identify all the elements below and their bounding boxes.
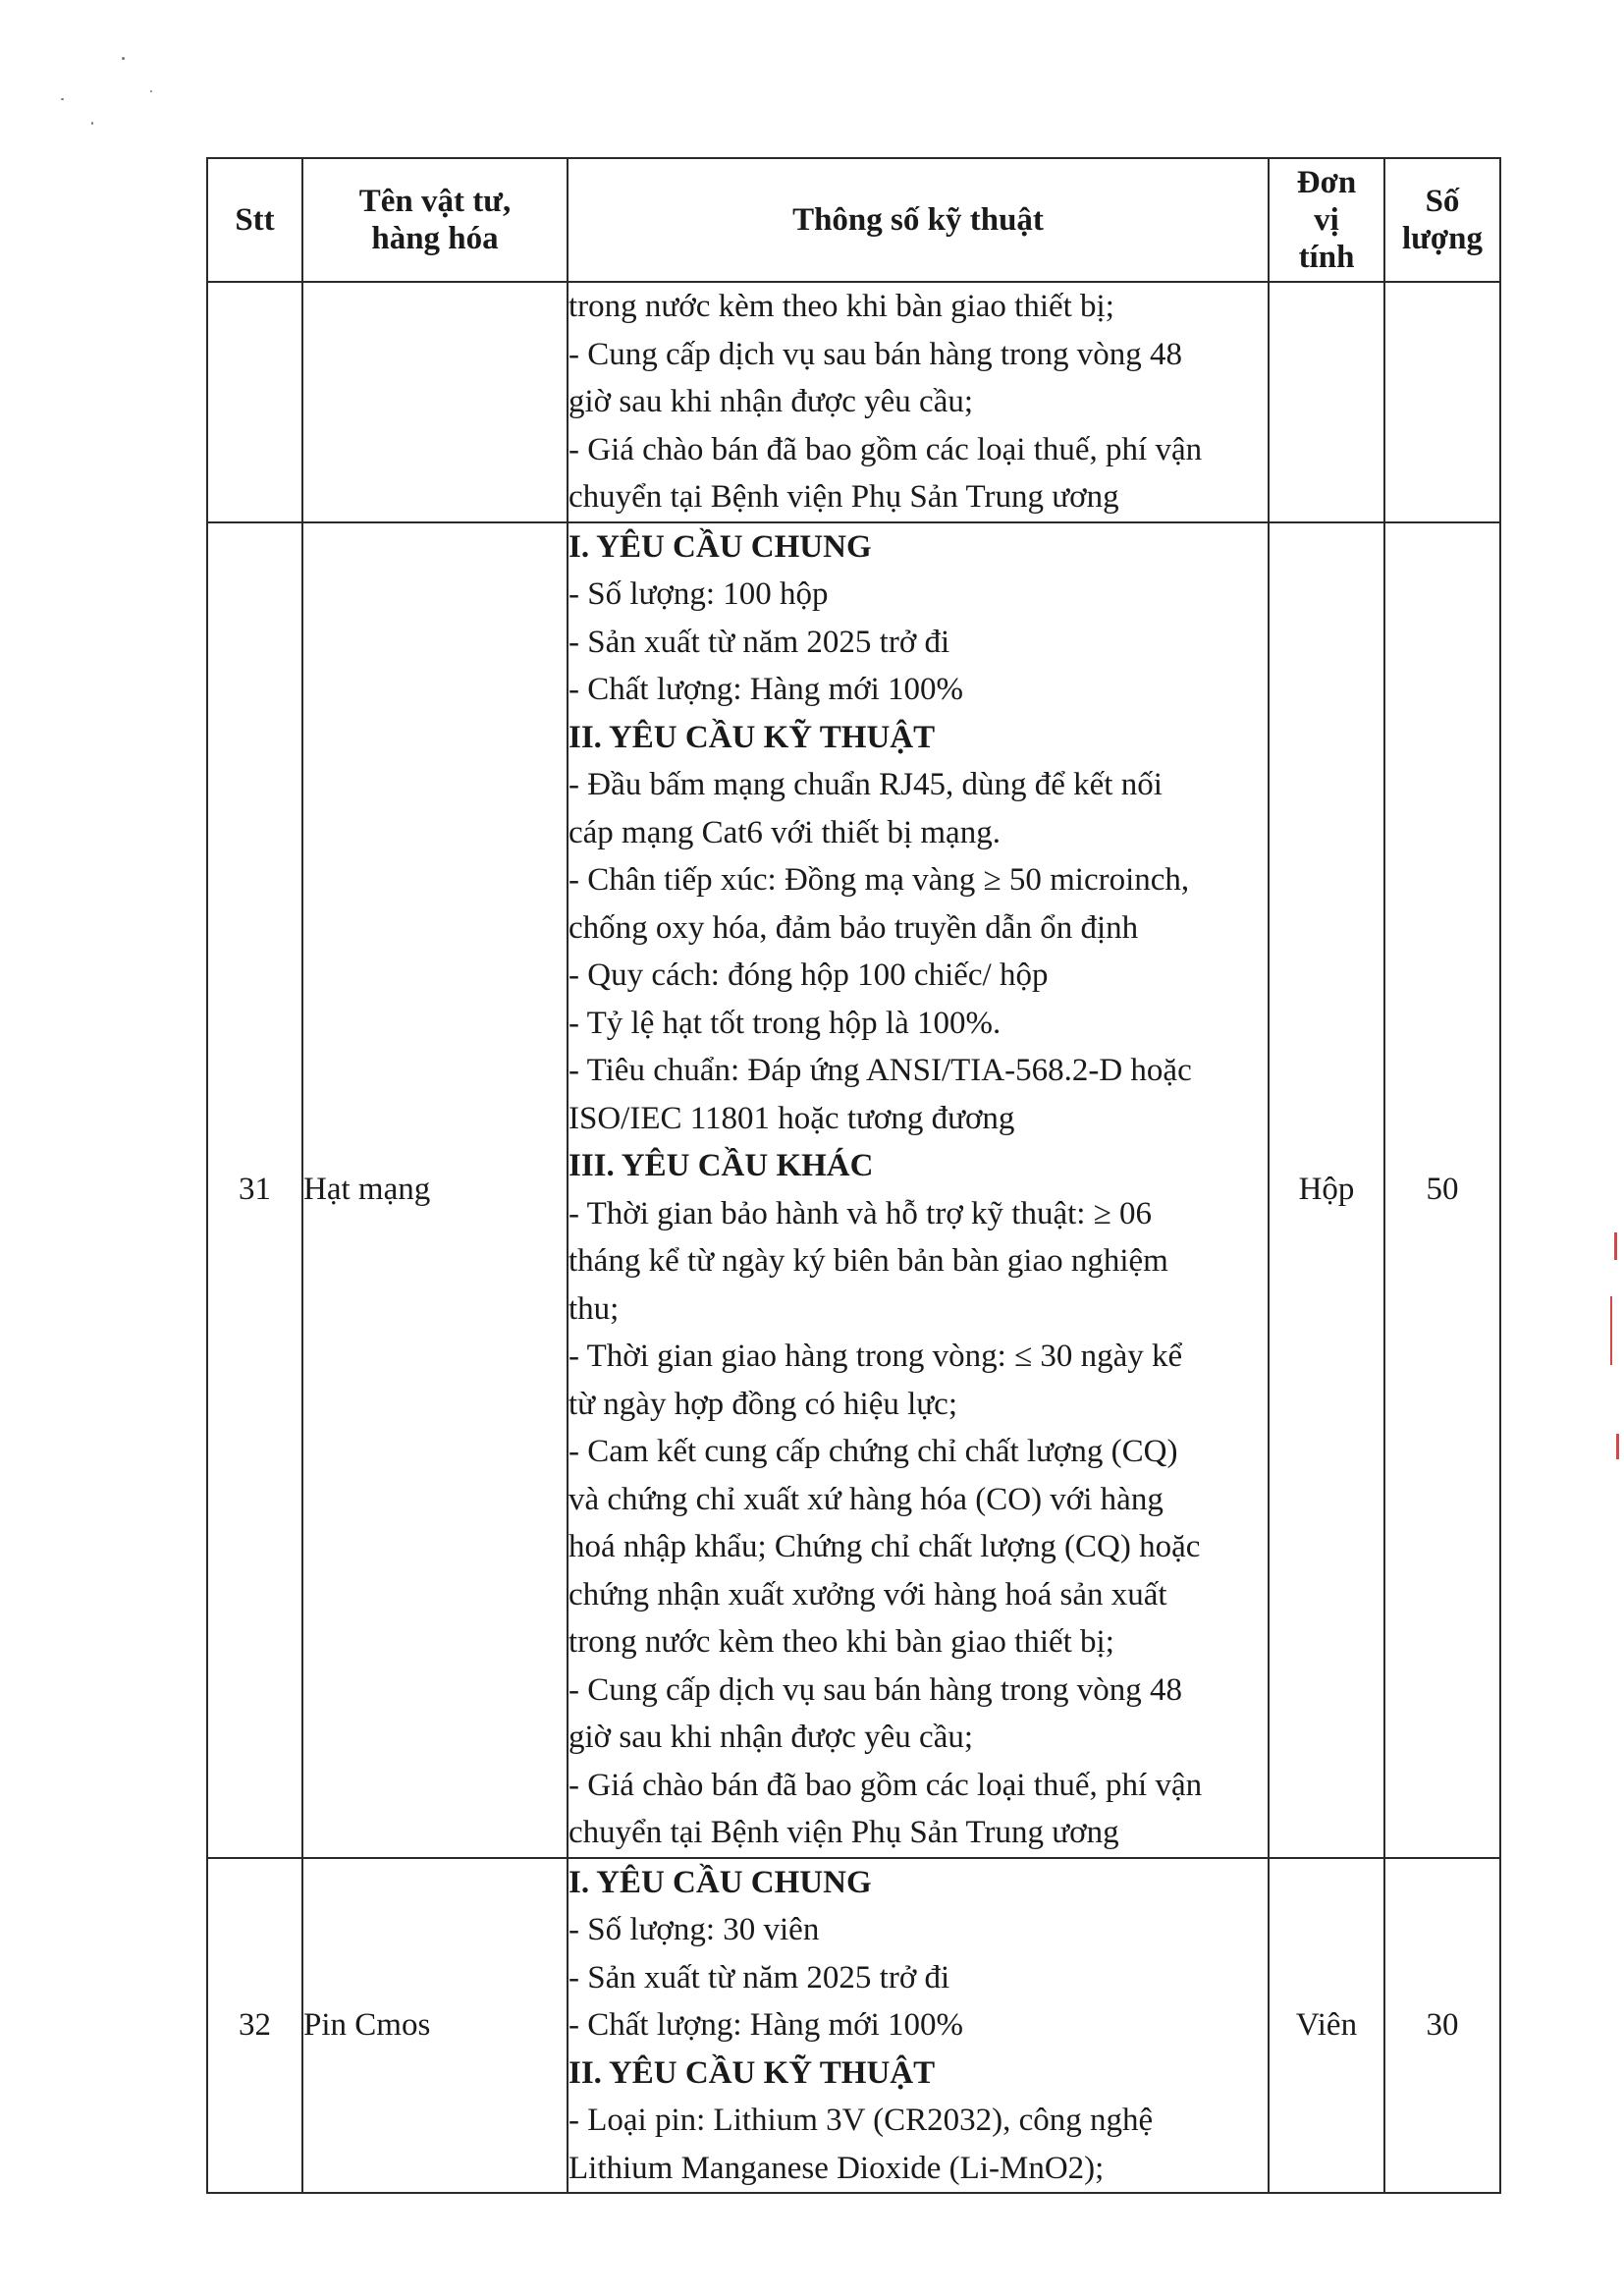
header-quantity: Số lượng (1384, 158, 1500, 282)
spec-line: trong nước kèm theo khi bàn giao thiết bị; (568, 1624, 1114, 1660)
spec-line: trong nước kèm theo khi bàn giao thiết bị; (568, 289, 1114, 324)
table-row-continued (207, 282, 1500, 522)
spec-line: - Giá chào bán đã bao gồm các loại thuế, phí vận (568, 431, 1203, 467)
spec-line: - Số lượng: 100 hộp (568, 576, 829, 612)
spec-line: - Cung cấp dịch vụ sau bán hàng trong vòng 48 (568, 1671, 1183, 1708)
spec-line: - Sản xuất từ năm 2025 trở đi (568, 1959, 950, 1995)
spec-line: - Chất lượng: Hàng mới 100% (568, 672, 963, 707)
table-row-31 (207, 522, 1500, 1858)
spec-line: cáp mạng Cat6 với thiết bị mạng. (568, 814, 1001, 850)
spec-line: - Quy cách: đóng hộp 100 chiếc/ hộp (568, 957, 1049, 993)
spec-line: - Thời gian giao hàng trong vòng: ≤ 30 ngày kể (568, 1339, 1183, 1374)
spec-line: - Thời gian bảo hành và hỗ trợ kỹ thuật: ≥ 06 (568, 1195, 1153, 1231)
spec-section-heading: II. YÊU CẦU KỸ THUẬT (568, 719, 936, 755)
spec-line: giờ sau khi nhận được yêu cầu; (568, 384, 974, 419)
stamp-edge-mark (1614, 1232, 1617, 1260)
scan-speck (122, 57, 125, 60)
scan-speck (61, 98, 64, 100)
spec-line: chuyển tại Bệnh viện Phụ Sản Trung ương (568, 479, 1119, 515)
quantity-cell: 30 (1384, 1858, 1500, 2194)
stt-cell: 31 (207, 522, 302, 1858)
spec-line: chứng nhận xuất xưởng với hàng hoá sản xuất (568, 1576, 1167, 1613)
spec-line: - Loại pin: Lithium 3V (CR2032), công nghệ (568, 2103, 1154, 2138)
item-name-cell: Pin Cmos (302, 1858, 568, 2194)
technical-spec-table (206, 157, 1501, 2194)
spec-section-heading: III. YÊU CẦU KHÁC (568, 1148, 874, 1183)
quantity-cell: 50 (1384, 522, 1500, 1858)
spec-line: - Tỷ lệ hạt tốt trong hộp là 100%. (568, 1005, 1001, 1041)
scan-speck (91, 122, 93, 125)
item-name-cell: Hạt mạng (302, 522, 568, 1858)
header-item-name: Tên vật tư, hàng hóa (302, 158, 568, 282)
stt-cell (207, 282, 302, 522)
spec-line: Lithium Manganese Dioxide (Li-MnO2); (568, 2150, 1105, 2186)
spec-line: - Cung cấp dịch vụ sau bán hàng trong vòng 48 (568, 336, 1183, 372)
spec-cell (568, 1858, 1269, 2194)
unit-cell (1269, 282, 1384, 522)
spec-line: - Sản xuất từ năm 2025 trở đi (568, 624, 950, 660)
spec-cell (568, 282, 1269, 522)
spec-line: - Giá chào bán đã bao gồm các loại thuế, phí vận (568, 1767, 1203, 1803)
stamp-edge-mark (1610, 1296, 1612, 1365)
spec-section-heading: I. YÊU CẦU CHUNG (568, 1864, 872, 1900)
spec-line: - Tiêu chuẩn: Đáp ứng ANSI/TIA-568.2-D hoặc (568, 1053, 1192, 1088)
spec-line: từ ngày hợp đồng có hiệu lực; (568, 1386, 957, 1422)
spec-line: chống oxy hóa, đảm bảo truyền dẫn ổn định (568, 909, 1139, 946)
stt-cell: 32 (207, 1858, 302, 2194)
unit-cell: Hộp (1269, 522, 1384, 1858)
spec-line: ISO/IEC 11801 hoặc tương đương (568, 1100, 1015, 1136)
stamp-edge-mark (1616, 1434, 1619, 1459)
spec-cell (568, 522, 1269, 1858)
scan-speck (150, 90, 152, 92)
spec-line: - Chân tiếp xúc: Đồng mạ vàng ≥ 50 microinch, (568, 862, 1190, 898)
spec-line: - Đầu bấm mạng chuẩn RJ45, dùng để kết nối (568, 767, 1163, 802)
header-stt: Stt (207, 158, 302, 282)
item-name-cell (302, 282, 568, 522)
spec-section-heading: II. YÊU CẦU KỸ THUẬT (568, 2054, 936, 2091)
spec-line: thu; (568, 1290, 620, 1327)
spec-line: - Chất lượng: Hàng mới 100% (568, 2007, 963, 2043)
header-row (207, 158, 1500, 282)
header-specifications: Thông số kỹ thuật (568, 158, 1269, 282)
spec-line: và chứng chỉ xuất xứ hàng hóa (CO) với hàng (568, 1481, 1164, 1517)
table-row-32 (207, 1858, 1500, 2194)
spec-line: hoá nhập khẩu; Chứng chỉ chất lượng (CQ) hoặc (568, 1529, 1201, 1564)
spec-line: - Số lượng: 30 viên (568, 1912, 820, 1947)
spec-line: tháng kể từ ngày ký biên bản bàn giao nghiệm (568, 1243, 1168, 1279)
spec-line: giờ sau khi nhận được yêu cầu; (568, 1720, 974, 1755)
quantity-cell (1384, 282, 1500, 522)
header-unit: Đơn vị tính (1269, 158, 1384, 282)
unit-cell: Viên (1269, 1858, 1384, 2194)
spec-line: chuyển tại Bệnh viện Phụ Sản Trung ương (568, 1815, 1119, 1850)
spec-line: - Cam kết cung cấp chứng chỉ chất lượng (CQ) (568, 1434, 1178, 1469)
spec-section-heading: I. YÊU CẦU CHUNG (568, 528, 872, 565)
